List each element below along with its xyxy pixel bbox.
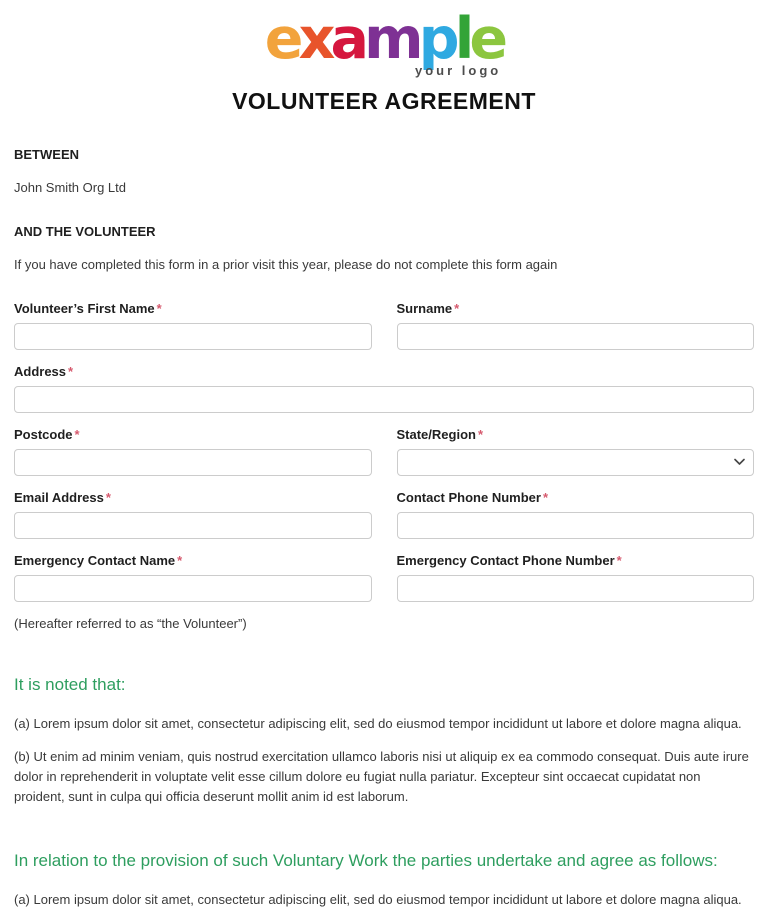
noted-heading: It is noted that: [14, 674, 126, 694]
label-text: State/Region [396, 426, 476, 442]
contact-phone-input[interactable] [397, 512, 755, 539]
required-asterisk: * [156, 300, 162, 316]
noted-paragraph-b: (b) Ut enim ad minim veniam, quis nostrud exercitation ullamco laboris nisi ut aliquip ex ea commodo consequat. Duis aute irure dolor in reprehenderit in voluptate velit esse cillum dolore eu fugiat nulla pariatur. Excepteur sint occaecat cupidatat non proident, sunt in culpa qui officia deserunt mollit anim id est laborum. [14, 748, 749, 805]
surname-label [397, 301, 755, 316]
label-text: Address [14, 363, 67, 379]
label-text: Email Address [14, 489, 104, 505]
between-label: BETWEEN [14, 146, 79, 162]
field-first-name [14, 301, 372, 350]
address-label [14, 364, 754, 379]
label-text: Contact Phone Number [396, 489, 541, 505]
logo-tagline: your logo [415, 62, 502, 78]
field-emergency-name [14, 553, 372, 602]
prior-visit-note: If you have completed this form in a prior visit this year, please do not complete this form again [14, 256, 558, 272]
form-row [14, 364, 754, 413]
required-asterisk: * [68, 363, 74, 379]
field-email [14, 490, 372, 539]
logo-letter: e [469, 6, 504, 72]
volunteer-form [14, 301, 754, 631]
email-label [14, 490, 372, 505]
required-asterisk: * [177, 552, 183, 568]
logo-letter: x [298, 6, 331, 72]
first-name-input[interactable] [14, 323, 372, 350]
logo-letter: a [330, 6, 365, 72]
hereafter-note: (Hereafter referred to as “the Volunteer”) [14, 615, 247, 631]
field-surname [397, 301, 755, 350]
state-region-select-wrap [397, 449, 755, 476]
label-text: Emergency Contact Name [14, 552, 176, 568]
required-asterisk: * [74, 426, 80, 442]
logo [264, 6, 504, 78]
state-region-select[interactable] [397, 449, 755, 476]
postcode-input[interactable] [14, 449, 372, 476]
emergency-phone-input[interactable] [397, 575, 755, 602]
field-emergency-phone [397, 553, 755, 602]
logo-letter: e [264, 6, 299, 72]
emergency-name-label [14, 553, 372, 568]
logo-header [14, 6, 754, 80]
provision-heading: In relation to the provision of such Voluntary Work the parties undertake and agree as follows: [14, 851, 718, 871]
field-address [14, 364, 754, 413]
and-the-volunteer-label: AND THE VOLUNTEER [14, 223, 156, 239]
required-asterisk: * [542, 489, 549, 505]
label-text: Postcode [14, 426, 73, 442]
emergency-name-input[interactable] [14, 575, 372, 602]
form-row [14, 301, 754, 350]
page-title: VOLUNTEER AGREEMENT [232, 87, 536, 114]
contact-phone-label [397, 490, 755, 505]
required-asterisk: * [616, 552, 622, 568]
noted-paragraph-a: (a) Lorem ipsum dolor sit amet, consectetur adipiscing elit, sed do eiusmod tempor incididunt ut labore et dolore magna aliqua. [14, 715, 742, 731]
state-region-label [397, 427, 755, 442]
required-asterisk: * [454, 300, 460, 316]
form-row [14, 490, 754, 539]
required-asterisk: * [105, 489, 111, 505]
label-text: Surname [396, 300, 453, 316]
label-text: Emergency Contact Phone Number [396, 552, 615, 568]
organisation-name: John Smith Org Ltd [14, 179, 126, 195]
logo-letter: p [418, 6, 455, 72]
first-name-label [14, 301, 372, 316]
label-text: Volunteer’s First Name [14, 300, 155, 316]
page [0, 6, 768, 911]
field-postcode [14, 427, 372, 476]
form-row [14, 553, 754, 602]
logo-letter: l [454, 6, 470, 72]
emergency-phone-label [397, 553, 755, 568]
surname-input[interactable] [397, 323, 755, 350]
address-input[interactable] [14, 386, 754, 413]
logo-wordmark [264, 6, 504, 72]
provision-paragraph-a: (a) Lorem ipsum dolor sit amet, consectetur adipiscing elit, sed do eiusmod tempor incididunt ut labore et dolore magna aliqua. [14, 892, 742, 908]
field-contact-phone [397, 490, 755, 539]
email-input[interactable] [14, 512, 372, 539]
form-row [14, 427, 754, 476]
field-state-region [397, 427, 755, 476]
logo-letter: m [364, 6, 419, 72]
required-asterisk: * [477, 426, 484, 442]
postcode-label [14, 427, 372, 442]
